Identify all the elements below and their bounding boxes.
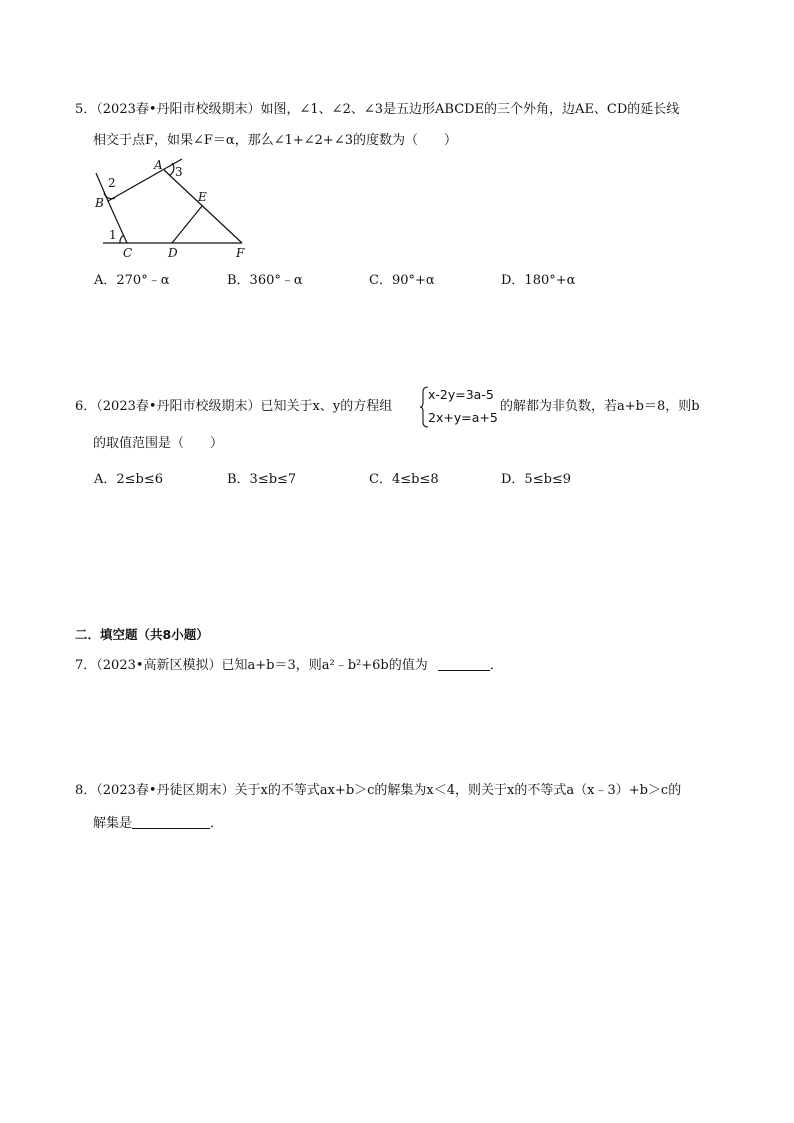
q6-line-1-pre: 6．（2023春•丹阳市校级期末）已知关于x、y的方程组 <box>75 399 393 414</box>
q7-line <box>75 656 503 675</box>
label-b: B <box>95 196 104 210</box>
q6-line-2: 的取值范围是（ ） <box>93 436 224 451</box>
equation-1: x-2y=3a-5 <box>428 387 494 402</box>
q8-line-2 <box>93 814 223 833</box>
label-c: C <box>123 246 133 260</box>
q8-end: ． <box>210 816 224 831</box>
q6-option-c: C．4≤b≤8 <box>369 472 439 487</box>
q6-option-a: A．2≤b≤6 <box>94 472 164 487</box>
q7-text: 7．（2023•高新区模拟）已知a+b＝3，则a²﹣b²+6b的值为 <box>75 658 428 673</box>
q5-option-b: B．360°﹣α <box>227 273 303 288</box>
q5-line-1: 5．（2023春•丹阳市校级期末）如图，∠1、∠2、∠3是五边形ABCDE的三个外角，边AE、CD的延长线 <box>75 102 680 117</box>
label-d: D <box>168 246 178 260</box>
q6-line-1-post: 的解都为非负数，若a+b＝8，则b <box>500 399 700 414</box>
q7-end: ． <box>489 658 503 673</box>
q7-answer-blank[interactable] <box>438 656 490 671</box>
q5-line-2: 相交于点F，如果∠F＝α，那么∠1+∠2+∠3的度数为（ ） <box>93 133 457 148</box>
equation-2: 2x+y=a+5 <box>428 410 498 425</box>
section-title: 二．填空题（共8小题） <box>75 627 209 642</box>
label-e: E <box>198 190 207 204</box>
q6-option-d: D．5≤b≤9 <box>501 472 572 487</box>
q8-answer-blank[interactable] <box>132 814 210 829</box>
q5-option-c: C．90°+α <box>369 273 435 288</box>
q8-line-1: 8．（2023春•丹徒区期末）关于x的不等式ax+b＞c的解集为x＜4，则关于x的不等式a（x﹣3）+b＞c的 <box>75 783 682 798</box>
q5-option-a: A．270°﹣α <box>94 273 170 288</box>
q8-line-2-pre: 解集是 <box>93 816 133 831</box>
label-f: F <box>236 246 245 260</box>
label-1: 1 <box>109 228 117 242</box>
label-a: A <box>154 158 163 172</box>
label-2: 2 <box>108 176 116 190</box>
pentagon-figure <box>90 155 260 263</box>
label-3: 3 <box>175 165 183 179</box>
q6-option-b: B．3≤b≤7 <box>227 472 297 487</box>
q5-option-d: D．180°+α <box>501 273 576 288</box>
